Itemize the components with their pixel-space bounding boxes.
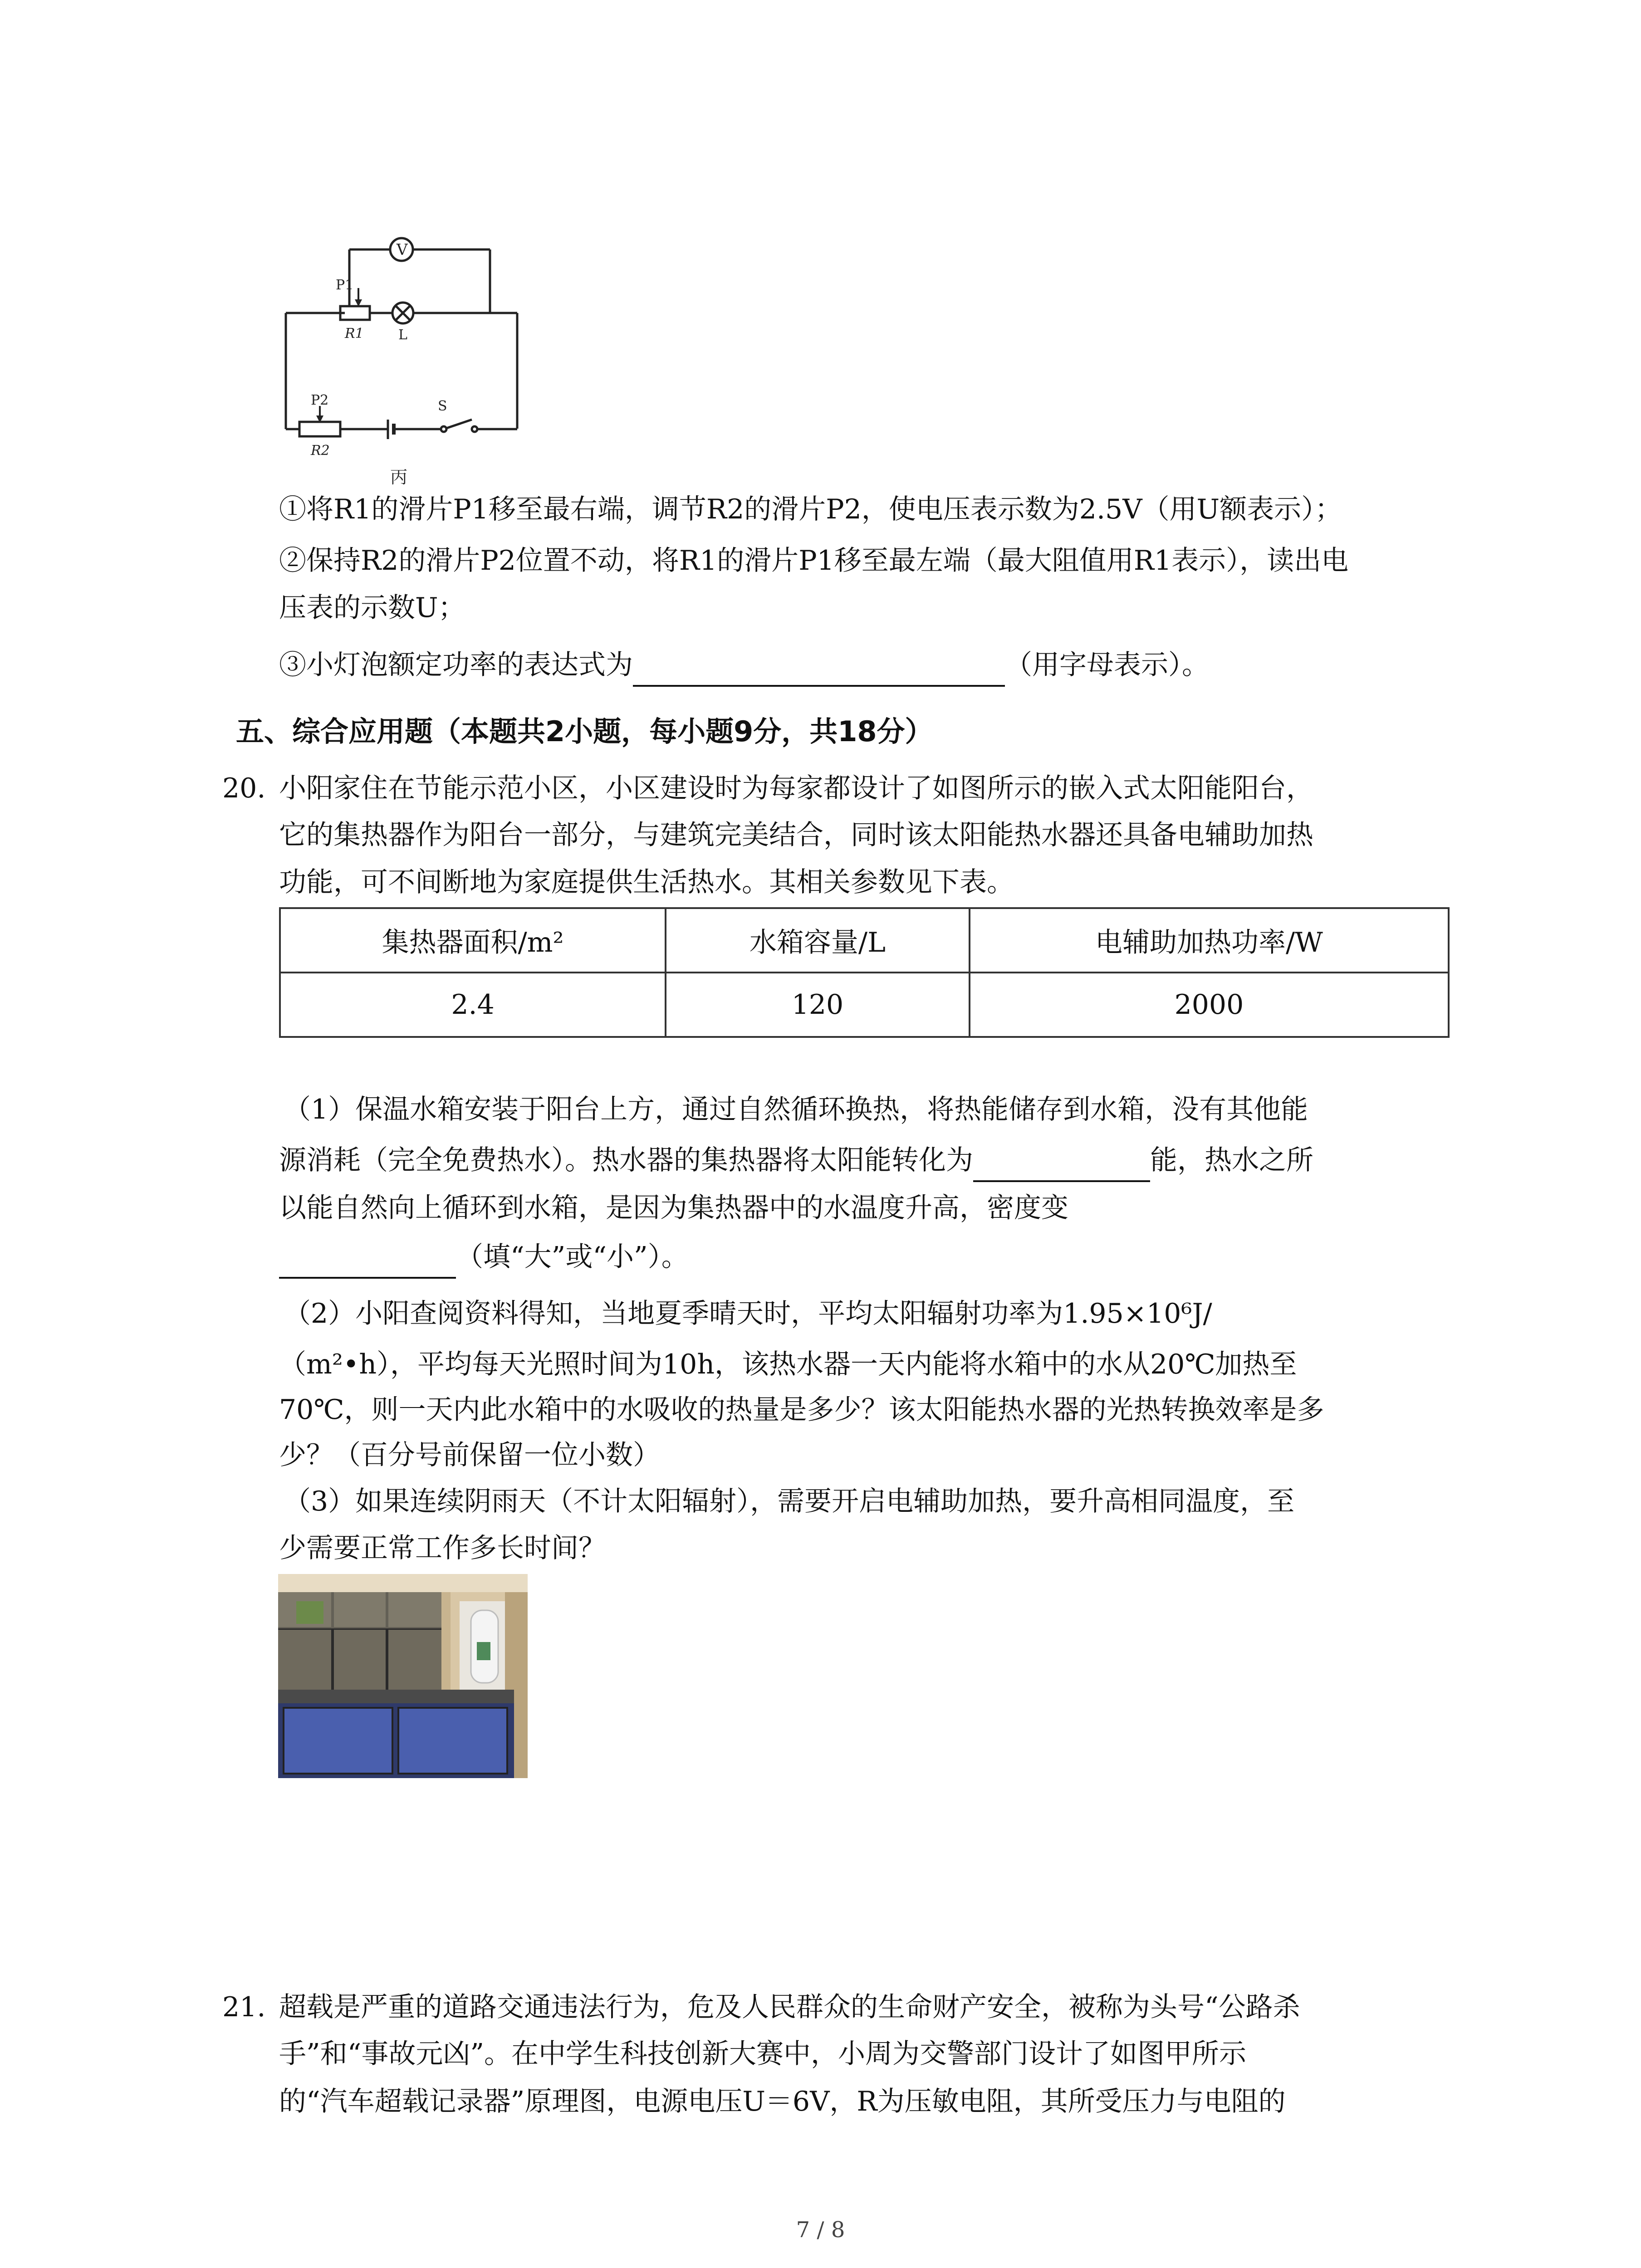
switch-label: S: [438, 398, 447, 414]
q20-part1-line4-text: （填“大”或“小”）。: [456, 1241, 689, 1273]
q20-part1-line4: [279, 1235, 689, 1279]
step-3-suffix: （用字母表示）。: [1005, 649, 1209, 681]
q20-part2-line1: （2）小阳查阅资料得知，当地夏季晴天时，平均太阳辐射功率为1.95×10⁶J/: [284, 1298, 1212, 1330]
p1-label: P1: [336, 277, 354, 293]
answer-blank-density[interactable]: [279, 1245, 456, 1279]
voltmeter-label: V: [397, 241, 408, 259]
q21-line3: 的“汽车超载记录器”原理图，电源电压U＝6V，R为压敏电阻，其所受压力与电阻的: [279, 2086, 1286, 2117]
q20-part2-line3: 70℃，则一天内此水箱中的水吸收的热量是多少？该太阳能热水器的光热转换效率是多: [279, 1394, 1324, 1426]
answer-blank-power[interactable]: [633, 653, 1005, 687]
q20-part1-line2: [279, 1139, 1313, 1182]
q20-part2-line2: （m²•h），平均每天光照时间为10h，该热水器一天内能将水箱中的水从20℃加热至: [279, 1349, 1297, 1380]
q20-part3-line2: 少需要正常工作多长时间？: [279, 1532, 606, 1564]
answer-blank-energy[interactable]: [973, 1149, 1150, 1182]
step-3-prefix: ③小灯泡额定功率的表达式为: [279, 649, 633, 681]
p2-label: P2: [311, 392, 329, 408]
step-2-line2: 压表的示数U；: [279, 592, 465, 624]
step-2-line1: ②保持R2的滑片P2位置不动，将R1的滑片P1移至最左端（最大阻值用R1表示），读出电: [279, 545, 1349, 577]
parameter-table: [279, 907, 1450, 1038]
table-row: [280, 973, 1449, 1037]
value-heating-power: 2000: [970, 973, 1449, 1037]
page-number: 7 / 8: [796, 2217, 845, 2243]
q20-part2-line4: 少？（百分号前保留一位小数）: [279, 1439, 660, 1471]
header-heating-power: 电辅助加热功率/W: [970, 908, 1449, 973]
header-tank-capacity: 水箱容量/L: [666, 908, 970, 973]
q20-intro-line3: 功能，可不间断地为家庭提供生活热水。其相关参数见下表。: [279, 866, 1014, 898]
step-1: ①将R1的滑片P1移至最右端，调节R2的滑片P2，使电压表示数为2.5V（用U额表示）；: [279, 494, 1342, 525]
q20-part1-line2-text: 源消耗（完全免费热水）。热水器的集热器将太阳能转化为: [279, 1144, 973, 1176]
table-header-row: [280, 908, 1449, 973]
value-tank-capacity: 120: [666, 973, 970, 1037]
section-title: 五、综合应用题（本题共2小题，每小题9分，共18分）: [236, 715, 933, 748]
solar-balcony-photo: [278, 1574, 528, 1778]
q21-number: 21.: [222, 1991, 266, 2023]
q20-part3-line1: （3）如果连续阴雨天（不计太阳辐射），需要开启电辅助加热，要升高相同温度，至: [284, 1486, 1295, 1517]
circuit-diagram: [272, 227, 544, 499]
step-3: [279, 643, 1209, 687]
r2-label: R2: [311, 443, 330, 459]
lamp-label: L: [398, 327, 407, 343]
q20-number: 20.: [222, 772, 266, 804]
q20-intro-line2: 它的集热器作为阳台一部分，与建筑完美结合，同时该太阳能热水器还具备电辅助加热: [279, 819, 1313, 851]
q20-part1-line1: （1）保温水箱安装于阳台上方，通过自然循环换热，将热能储存到水箱，没有其他能: [284, 1094, 1308, 1125]
q20-intro-line1: 小阳家住在节能示范小区，小区建设时为每家都设计了如图所示的嵌入式太阳能阳台，: [279, 772, 1313, 804]
header-collector-area: 集热器面积/m²: [280, 908, 666, 973]
q21-line2: 手”和“事故元凶”。在中学生科技创新大赛中，小周为交警部门设计了如图甲所示: [279, 2038, 1247, 2070]
circuit-caption: 丙: [390, 467, 408, 487]
q20-part1-line3: 以能自然向上循环到水箱，是因为集热器中的水温度升高，密度变: [279, 1192, 1068, 1224]
r1-label: R1: [345, 326, 364, 342]
value-collector-area: 2.4: [280, 973, 666, 1037]
q21-line1: 超载是严重的道路交通违法行为，危及人民群众的生命财产安全，被称为头号“公路杀: [279, 1991, 1300, 2023]
q20-part1-line2-end: 能，热水之所: [1150, 1144, 1313, 1176]
